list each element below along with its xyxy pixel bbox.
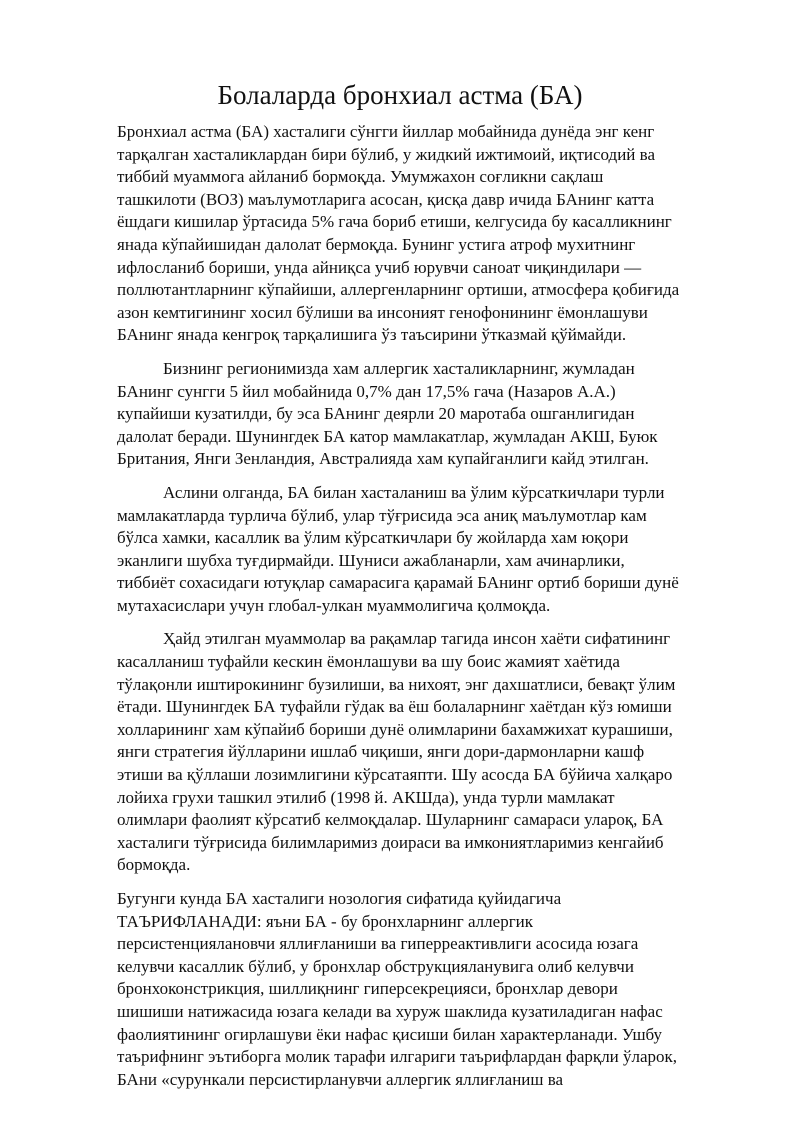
text-line: тиббий муаммога айланиб бормоқда. Умумжахон соғликни сақлаш xyxy=(117,167,604,187)
text-line: ТАЪРИФЛАНАДИ: яъни БА - бу бронхларнинг аллергик xyxy=(117,911,534,931)
text-line: ташкилоти (ВОЗ) маълумотларига асосан, қисқа давр ичида БАнинг катта xyxy=(117,189,655,209)
text-line: хасталиги тўғрисида билимларимиз доираси ва имкониятларимиз кенгайиб xyxy=(117,832,664,852)
text-line: Бизнинг регионимизда хам аллергик хасталикларнинг, жумладан xyxy=(163,358,635,378)
document-body xyxy=(117,121,742,1091)
text-line: этиши ва қўллаши лозимлигини кўрсатаяпти. Шу асосда БА бўйича халқаро xyxy=(117,765,673,785)
paragraph xyxy=(117,628,742,877)
text-line: тарқалган хасталиклардан бири бўлиб, у жидкий ижтимоий, иқтисодий ва xyxy=(117,144,655,164)
text-line: бўлса хамки, касаллик ва ўлим кўрсаткичлари бу жойларда хам юқори xyxy=(117,528,629,548)
text-line: келувчи касаллик бўлиб, у бронхлар обструкцияланувига олиб келувчи xyxy=(117,956,634,976)
text-line: азон кемтигининг хосил бўлиши ва инсоният генофонининг ёмонлашуви xyxy=(117,302,648,322)
text-line: Аслини олганда, БА билан хасталаниш ва ўлим кўрсаткичлари турли xyxy=(163,482,665,502)
paragraph xyxy=(117,358,742,471)
text-line: ётади. Шунингдек БА туфайли гўдак ва ёш болаларнинг хаётдан кўз юмиши xyxy=(117,697,672,717)
text-line: БАнинг янада кенгроқ тарқалишига ўз таъсирини ўтказмай қўймайди. xyxy=(117,325,627,345)
text-line: ёшдаги кишилар ўртасида 5% гача бориб етиши, келгусида бу касалликнинг xyxy=(117,212,672,232)
paragraph xyxy=(117,888,742,1091)
text-line: БАни «сурункали персистирланувчи аллергик яллиғланиш ва xyxy=(117,1069,564,1089)
text-line: олимлари фаолият кўрсатиб келмоқдалар. Шуларнинг самараси улароқ, БА xyxy=(117,810,664,830)
text-line: тиббиёт сохасидаги ютуқлар самарасига қарамай БАнинг ортиб бориши дунё xyxy=(117,573,679,593)
text-line: касалланиш туфайли кескин ёмонлашуви ва шу боис жамият хаётида xyxy=(117,652,620,672)
page-title: Болаларда бронхиал астма (БА) xyxy=(217,80,583,110)
text-line: мутахасислари учун глобал-улкан муаммолигича қолмоқда. xyxy=(117,595,551,615)
paragraph xyxy=(117,121,742,347)
text-line: Бугунги кунда БА хасталиги нозология сифатида қуйидагича xyxy=(117,889,562,908)
text-line: шишиши натижасида юзага келади ва хуруж шаклида кузатиладиган нафас xyxy=(117,1001,663,1021)
text-line: тўлақонли иштирокининг бузилиши, ва нихоят, энг дахшатлиси, бевақт ўлим xyxy=(117,674,676,694)
text-line: янги стратегия йўлларини ишлаб чиқиши, янги дори-дармонларни кашф xyxy=(117,742,645,762)
text-line: ифлосланиб бориши, унда айниқса учиб юрувчи саноат чиқиндилари — xyxy=(117,257,642,277)
text-line: далолат беради. Шунингдек БА катор мамлакатлар, жумладан АКШ, Буюк xyxy=(117,426,658,446)
text-line: Ҳайд этилган муаммолар ва рақамлар тагида инсон хаёти сифатининг xyxy=(163,629,671,649)
text-line: таърифнинг эътиборга молик тарафи илгариги таърифлардан фарқли ўларок, xyxy=(117,1047,678,1067)
text-line: янада кўпайишидан далолат бермоқда. Бунинг устига атроф мухитнинг xyxy=(117,234,636,254)
text-line: фаолиятининг огирлашуви ёки нафас қисиши билан характерланади. Ушбу xyxy=(117,1024,663,1044)
text-line: лойиха грухи ташкил этилиб (1998 й. АКШда), унда турли мамлакат xyxy=(117,787,615,807)
text-line: Британия, Янги Зенландия, Австралияда хам купайганлиги кайд этилган. xyxy=(117,449,649,469)
text-line: БАнинг сунгги 5 йил мобайнида 0,7% дан 17,5% гача (Назаров А.А.) xyxy=(117,381,616,401)
text-line: Бронхиал астма (БА) хасталиги сўнгги йиллар мобайнида дунёда энг кенг xyxy=(117,122,655,141)
text-line: бронхоконстрикция, шиллиқнинг гиперсекрецияси, бронхлар девори xyxy=(117,979,618,999)
text-line: персистенциялановчи яллиғланиши ва гиперреактивлиги асосида юзага xyxy=(117,934,639,954)
text-line: холларининг хам кўпайиб бориши дунё олимларини бахамжихат курашиши, xyxy=(117,719,673,739)
text-line: поллютантларнинг кўпайиши, аллергенларнинг ортиши, атмосфера қобиғида xyxy=(117,280,680,300)
text-line: эканлиги шубха туғдирмайди. Шуниси ажабланарли, хам ачинарлики, xyxy=(117,550,625,570)
paragraph xyxy=(117,482,742,618)
text-line: бормоқда. xyxy=(117,855,191,875)
text-line: купайиши кузатилди, бу эса БАнинг деярли 20 маротаба ошганлигидан xyxy=(117,404,635,424)
text-line: мамлакатларда турлича бўлиб, улар тўғрисида эса аниқ маълумотлар кам xyxy=(117,505,647,525)
